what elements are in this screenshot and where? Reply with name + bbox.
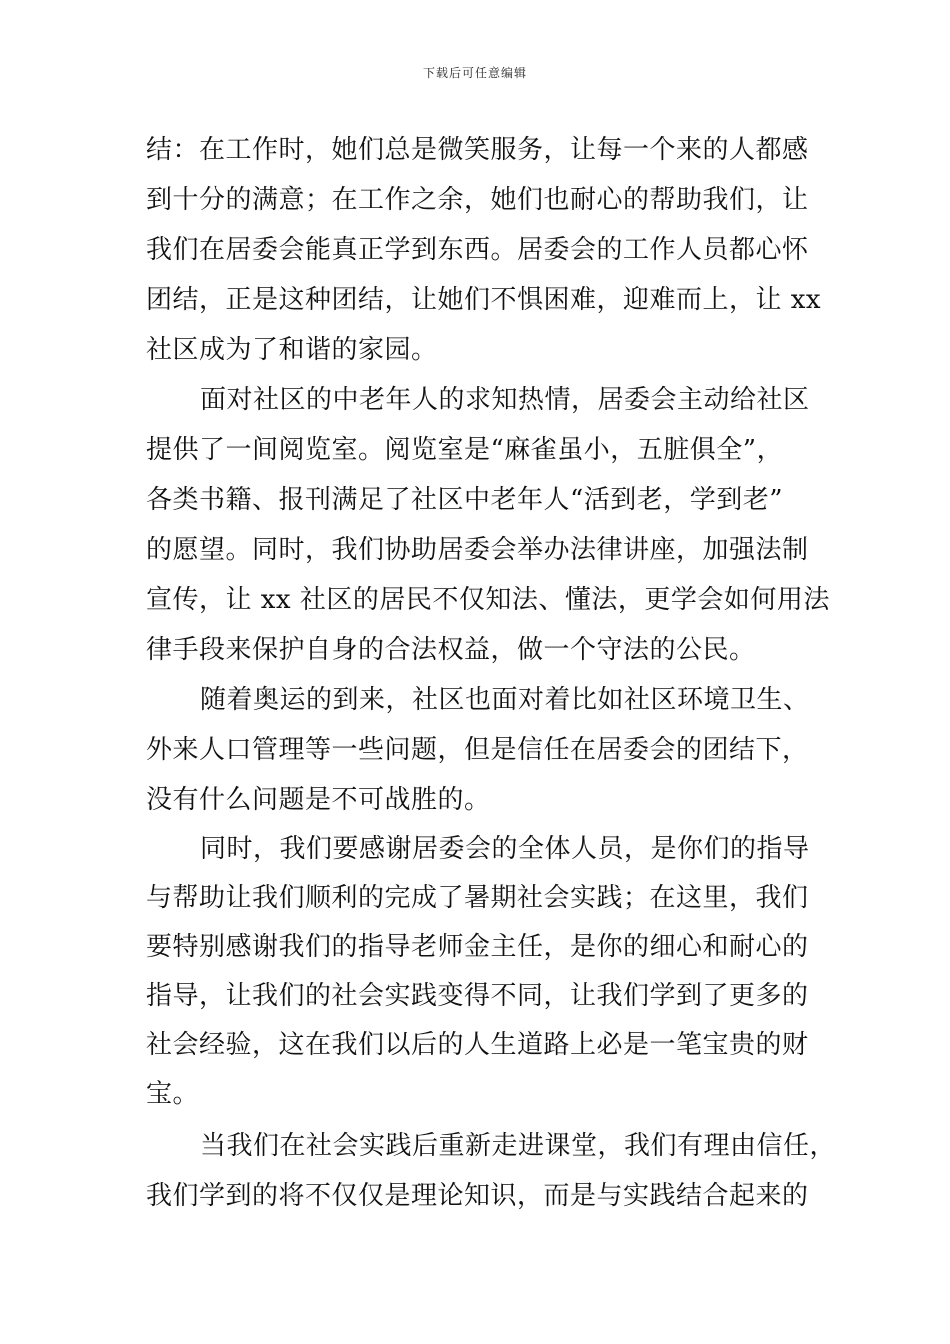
text-line: 团结，正是这种团结，让她们不惧困难，迎难而上，让 xx [146,285,822,315]
text-line: 宣传，让 xx 社区的居民不仅知法、懂法，更学会如何用法 [146,585,830,615]
text-line: 各类书籍、报刊满足了社区中老年人“活到老，学到老” [146,485,784,515]
text-line: 到十分的满意；在工作之余，她们也耐心的帮助我们，让 [146,185,809,215]
page-header: 下载后可任意编辑 [422,66,527,80]
text-line: 提供了一间阅览室。阅览室是“麻雀虽小，五脏俱全”， [146,435,784,465]
text-line: 我们学到的将不仅仅是理论知识，而是与实践结合起来的 [146,1181,809,1211]
text-line: 社会经验，这在我们以后的人生道路上必是一笔宝贵的财 [146,1030,809,1060]
text-line: 没有什么问题是不可战胜的。 [146,785,491,815]
text-line: 要特别感谢我们的指导老师金主任，是你的细心和耐心的 [146,932,809,962]
text-line: 的愿望。同时，我们协助居委会举办法律讲座，加强法制 [146,535,809,565]
text-line: 律手段来保护自身的合法权益，做一个守法的公民。 [146,635,756,665]
text-line: 指导，让我们的社会实践变得不同，让我们学到了更多的 [146,981,809,1011]
text-line: 我们在居委会能真正学到东西。居委会的工作人员都心怀 [146,235,809,265]
text-line: 社区成为了和谐的家园。 [146,335,438,365]
text-line: 结：在工作时，她们总是微笑服务，让每一个来的人都感 [146,135,809,165]
paragraph-first-line: 当我们在社会实践后重新走进课堂，我们有理由信任， [200,1131,837,1161]
paragraph-first-line: 随着奥运的到来，社区也面对着比如社区环境卫生、 [200,685,810,715]
text-line: 外来人口管理等一些问题，但是信任在居委会的团结下， [146,735,809,765]
paragraph-first-line: 同时，我们要感谢居委会的全体人员，是你们的指导 [200,834,810,864]
text-line: 宝。 [146,1079,200,1109]
text-line: 与帮助让我们顺利的完成了暑期社会实践；在这里，我们 [146,883,809,913]
paragraph-first-line: 面对社区的中老年人的求知热情，居委会主动给社区 [200,385,810,415]
